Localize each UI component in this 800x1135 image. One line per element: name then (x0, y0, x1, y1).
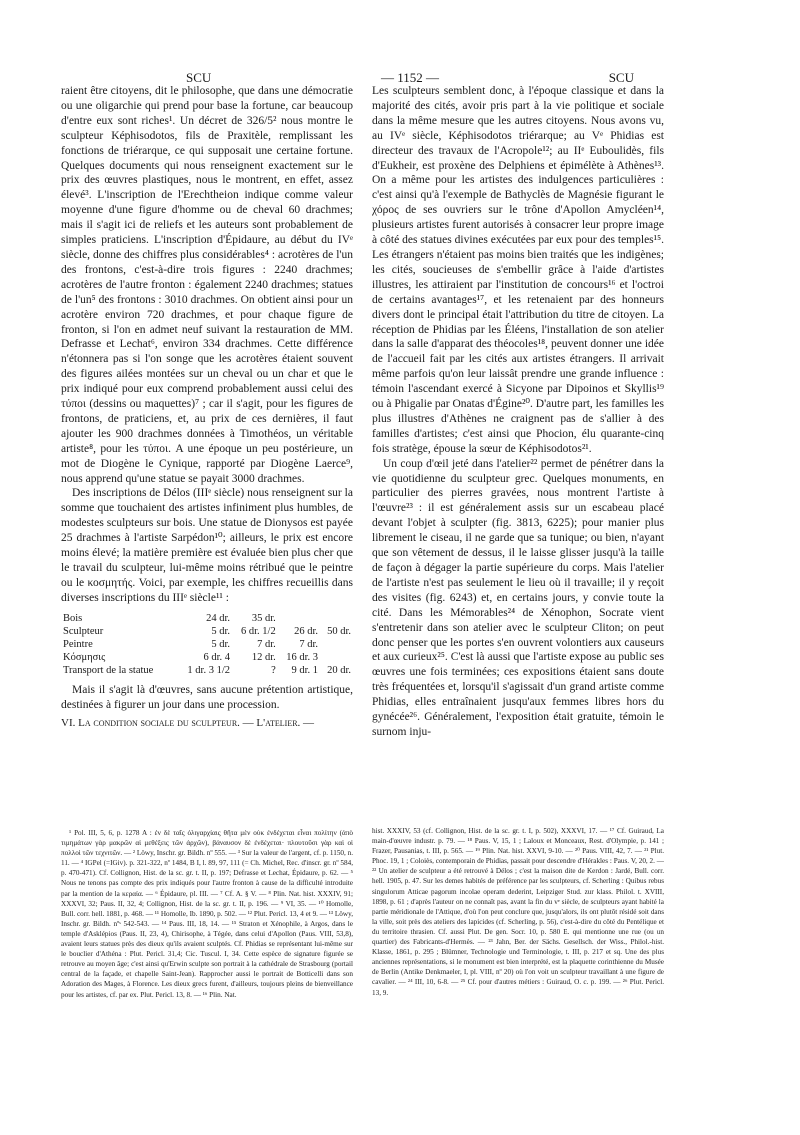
cost-cell-b: 7 dr. (257, 638, 276, 650)
footnote-block: hist. XXXIV, 53 (cf. Collignon, Hist. de la sc. gr. t. I, p. 502), XXXVI, 17. — ¹⁷ Cf. Guiraud, La main-d'œuvre industr. p. 79. — ¹⁸ Paus. V, 15, 1 ; Laloux et Monceaux, Rest. d'Olympie, p. 141 ; Frazer, Pausanias, t. III, p. 565. — ¹⁹ Plin. Nat. hist. XXVI, 9-10. — ²⁰ Paus. VIII, 42, 7. — ²¹ Plut. Phoc. 19, 1 ; Coloiès, contemporain de Phidias, passait pour descendre d'Hérakles : Paus. V, 20, 2. — ²² Un atelier de sculpteur a été retrouvé à Délos ; c'est la maison dite de Kerdon : Jardé, Bull. corr. hell. 1905, p. 47. Sur les demes habités de préférence par les sculpteurs, cf. Scherling : Quibus rebus singulorum Atticae pagorum incolae operam dederint, Leipziger Stud. zur klass. Philol. t. XVIII, 1898, p. 61 ; d'après l'auteur on ne connaît pas, avant la fin du vᵉ siècle, de sculpteurs ayant habité la partie méridionale de l'Attique, d'où l'on peut conclure que, jusqu'alors, ils ont plutôt résidé soit dans la ville, soit près des ateliers des lapicides (cf. Scherling, p. 56), c'est-à-dire du côté du Pentélique et du territoire thrasien. Cf. aussi Plut. De gen. Socr. 10, p. 580 E. qui mentionne une rue (ou un quartier) des Fabricants-d'Hermès. — ²³ Jahn, Ber. der Sächs. Gesellsch. der Wiss., Philol.-hist. Klasse, 1861, p. 295 ; Blümner, Technologie und Terminologie, t. III, p. 217 et sq. Une des plus anciennes représentations, si le monument est bien interprété, est la plaquette corinthienne du Musée de Berlin (Antike Denkmaeler, I, pl. VIII, nº 20) où l'on voit un sculpteur travaillant à une figure de cavalier. — ²⁴ III, 10, 6-8. — ²⁵ Cf. pour d'autres métiers : Guiraud, O. c. p. 199. — ²⁶ Plut. Pericl. 13, 9. (372, 827, 664, 997)
cost-cell-label: Bois (63, 612, 83, 624)
cost-cell-label: Transport de la statue (63, 664, 154, 676)
running-head-right: SCU (608, 70, 634, 85)
cost-cell-c: 16 dr. 3 (286, 651, 318, 663)
paragraph: Mais il s'agit là d'œuvres, sans aucune prétention artistique, destinées à figurer un jour dans une procession. (61, 683, 353, 711)
footnotes-left (61, 828, 353, 1000)
cost-cell-a: 6 dr. 4 (203, 651, 231, 663)
left-column (61, 84, 353, 730)
cost-row (61, 638, 353, 651)
cost-cell-b: 12 dr. (251, 651, 276, 663)
cost-cell-c: 26 dr. (294, 625, 318, 637)
cost-cell-d: 50 dr. (327, 625, 351, 637)
right-column (372, 84, 664, 740)
running-head-left: SCU (186, 70, 212, 85)
footnote-block: ¹ Pol. III, 5, 6, p. 1278 A : ἐν δὲ ταῖς ὀλιγαρχίαις θῆτα μὲν οὐκ ἐνδέχεται εἶναι πολίτην (ἀπὸ τιμημάτων γὰρ μακρῶν αἱ μεθέξεις τῶν ἀρχῶν), βάναυσον δὲ ἐνδέχεται· πλουτοῦσι γὰρ καὶ οἱ πολλοὶ τῶν τεχνιτῶν. — ² Löwy, Inschr. gr. Bildh. nº 555. — ³ Sur la valeur de l'argent, cf. p. 1150, n. 11. — ⁴ IGPel (=IGiv). p. 321-322, nº 1484, B I, l. 89, 97, 111 (= Ch. Michel, Rec. d'inscr. gr. nº 584, p. 470-471). Cf. Collignon, Hist. de la sc. gr. t. II, p. 197; Defrasse et Lechat, Épidaure, p. 62. — ⁵ Nous ne tenons pas compte des prix indiqués pour l'autre fronton à cause de la difficulté introduite par la mention de la κεραία. — ⁶ Épidaure, pl. III. — ⁷ Cf. A. § V. — ⁸ Plin. Nat. hist. XXXIV, 91; XXXVI, 32; Paus. II, 32, 4; Collignon, Hist. de la sc. gr. t. II, p. 196. — ⁹ VI, 35. — ¹⁰ Homolle, Bull. corr. hell. 1881, p. 468. — ¹¹ Homolle, Ib. 1890, p. 502. — ¹² Plut. Pericl. 13, 4 et 9. — ¹³ Löwy, Inschr. gr. Bildh. nºˢ 542-543. — ¹⁴ Paus. III, 18, 14. — ¹⁵ Straton et Xénophile, à Argos, dans le temple d'Asklépios (Paus. II, 23, 4), Chirisophe, à Tégée, dans celui d'Apollon (Paus. VIII, 53,8), avaient leurs statues près des dieux qu'ils avaient sculptés. Cf. Phidias se représentant lui-même sur le bouclier d'Athéna : Plut. Pericl. 31,4; Cic. Tuscul. I, 34. Cette espèce de signature figurée se retrouve au moyen âge; c'est ainsi qu'Erwin sculpte son portrait à la cathédrale de Strasbourg (portail central de la façade, et chapelle Saint-Jean). Rapprocher aussi le portrait de Botticelli dans son Adoration des Mages, à Florence. Les dieux grecs furent, d'ailleurs, toujours pleins de bienveillance pour les artistes, cf. par ex. Plut. Pericl. 13, 8. — ¹⁶ Plin. Nat. (61, 829, 353, 999)
cost-cell-c: 9 dr. 1 (291, 664, 318, 676)
cost-row (61, 664, 353, 677)
cost-cell-d (320, 651, 353, 664)
cost-cell-label: Sculpteur (63, 625, 104, 637)
paragraph: Des inscriptions de Délos (IIIᵉ siècle) nous renseignent sur la somme que touchaient des artistes infiniment plus humbles, de modestes sculpteurs sur bois. Une statue de Dionysos est payée 25 drachmes à l'artiste Sarpédon¹⁰; ailleurs, le prix est encore moins élevé; la matière première est évaluée bien plus cher que le travail du sculpteur, lui-même moins rétribué que le peintre ou le κοσμητής. Voici, par exemple, les chiffres recueillis dans diverses inscriptions du IIIᵉ siècle¹¹ : (61, 487, 353, 604)
cost-cell-d (320, 638, 353, 651)
cost-row (61, 612, 353, 625)
cost-cell-b: 35 dr. (251, 612, 276, 624)
paragraph: Un coup d'œil jeté dans l'atelier²² permet de pénétrer dans la vie quotidienne du sculpteur grec. Quelques monuments, en particulier des pierres gravées, nous montrent l'artiste à l'œuvre²³ : il est généralement assis sur un escabeau placé devant l'objet à sculpter (fig. 3813, 6225); pour manier plus librement le ciseau, il ne garde que sa tunique; ou bien, n'ayant que son vêtement de dessus, il le laisse glisser jusqu'à la taille de façon à dégager la partie supérieure du corps. Mais l'atelier de l'artiste n'est pas seulement le lieu où il travaille; il y reçoit des visites (fig. 6243) et, en certains jours, y convie toute la cité. Dans les Mémorables²⁴ de Xénophon, Socrate vient s'entretenir dans son atelier avec le sculpteur Cliton; on peut donc penser que les portes s'en ouvrent volontiers aux causeurs et aux curieux²⁵. C'est là aussi que l'artiste expose au public ses œuvres une fois terminées; ces expositions étaient sans doute très fréquentées et, lorsqu'il s'agissait d'un grand artiste comme Phidias, elles entraînaient jusqu'aux femmes libres hors du gynécée²⁶. Généralement, l'exposition était gratuite, témoin le surnom inju- (372, 457, 664, 738)
cost-cell-a: 5 dr. (211, 638, 231, 650)
cost-cell-c (278, 612, 320, 625)
cost-cell-a: 1 dr. 3 1/2 (187, 664, 231, 676)
page-number: — 1152 — (380, 70, 440, 85)
cost-cell-a: 24 dr. (206, 612, 231, 624)
cost-cell-label: Peintre (63, 638, 93, 650)
cost-cell-a: 5 dr. (211, 625, 231, 637)
cost-cell-b: 6 dr. 1/2 (241, 625, 276, 637)
paragraph: Les sculpteurs semblent donc, à l'époque classique et dans la majorité des cités, avoir pris part à la vie politique et sociale dans la même mesure que les autres citoyens. Nous avons vu, au IVᵉ siècle, Képhisodotos triérarque; au Vᵉ Phidias est directeur des travaux de l'Acropole¹²; au IIᵉ Euboulidès, fils d'Eukheir, est proxène des Delphiens et épimélète à Athènes¹³. On a même pour les artistes des indulgences particulières : c'est ainsi qu'à l'exemple de Bathyclès de Magnésie figurant le χόρος de ses ouvriers sur le trône d'Apollon Amycléen¹⁴, plusieurs artistes furent autorisés à consacrer leur propre image à côté des statues divines exécutées par eux pour des temples¹⁵. Les étrangers n'étaient pas moins bien traités que les indigènes; les cités, soucieuses de s'embellir grâce à l'aide d'artistes illustres, les attiraient par l'institution de concours¹⁶ et l'octroi de certains avantages¹⁷, et les retenaient par des honneurs divers dont le principal était l'attribution du titre de citoyen. La réception de Phidias par les Éléens, l'installation de son atelier dans la salle d'apparat des théocoles¹⁸, peuvent donner une idée de l'accueil fait par les cités aux artistes étrangers. Il arrivait même parfois qu'on leur laissât prendre une grande influence : témoin l'ascendant exercé à Sicyone par Dipoinos et Skyllis¹⁹ ou à Phigalie par Onatas d'Égine²⁰. D'autre part, les familles les plus illustres d'Athènes ne craignent pas de s'allier à des familles d'artistes; c'est ainsi que Phocion, élu quarante-cinq fois stratège, épouse la sœur de Képhisodotos²¹. (372, 85, 664, 455)
cost-cell-b: ? (271, 664, 276, 676)
cost-table (61, 612, 353, 677)
cost-cell-label: Κόσμησις (63, 651, 106, 663)
footnotes-right (372, 826, 664, 998)
section-heading: VI. La condition sociale du sculpteur. — L'atelier. — (61, 716, 315, 729)
cost-cell-d: 20 dr. (327, 664, 351, 676)
cost-row (61, 651, 353, 664)
cost-cell-c: 7 dr. (299, 638, 318, 650)
cost-row (61, 625, 353, 638)
cost-cell-d (320, 612, 353, 625)
paragraph: raient être citoyens, dit le philosophe, que dans une démocratie ou une oligarchie qui prend pour base la fortune, car beaucoup d'entre eux sont riches¹. Un décret de 326/5² nous montre le sculpteur Képhisodotos, fils de Praxitèle, remplissant les fonctions de triérarque, ce qui supposait une certaine fortune. Quelques documents qui nous renseignent exactement sur le prix des œuvres plastiques, nous le montrent, en effet, assez élevé³. L'inscription de l'Erechtheion indique comme valeur moyenne d'une figure d'homme ou de cheval 60 drachmes; mais il s'agit ici de reliefs et les auteurs sont probablement de simples praticiens. L'inscription d'Épidaure, au début du IVᵉ siècle, donne des chiffres plus considérables⁴ : acrotères de l'un des frontons, c'est-à-dire trois figures : 2240 drachmes; acrotères de l'autre fronton : également 2240 drachmes; statues de l'un⁵ des frontons : 3010 drachmes. On obtient ainsi pour un acrotère environ 720 drachmes, et pour chaque figure de fronton, si l'on en admet neuf suivant la restauration de MM. Defrasse et Lechat⁶, environ 334 drachmes. Cette différence n'étonnera pas si l'on songe que les acrotères étaient souvent des figures ailées montées sur un cheval ou un char et que le prix indiqué pour eux comprend probablement aussi celui des τύποι (dessins ou maquettes)⁷ ; car il s'agit, pour les figures de frontons, de praticiens, et, au prix de ces dernières, il faut ajouter les 900 drachmes données à Timothéos, un véritable artiste⁸, pour les τύποι. A une époque un peu postérieure, un mot de Diogène le Cynique, rapporté par Diogène Laerce⁹, nous apprend qu'une statue se payait 3000 drachmes. (61, 85, 353, 485)
